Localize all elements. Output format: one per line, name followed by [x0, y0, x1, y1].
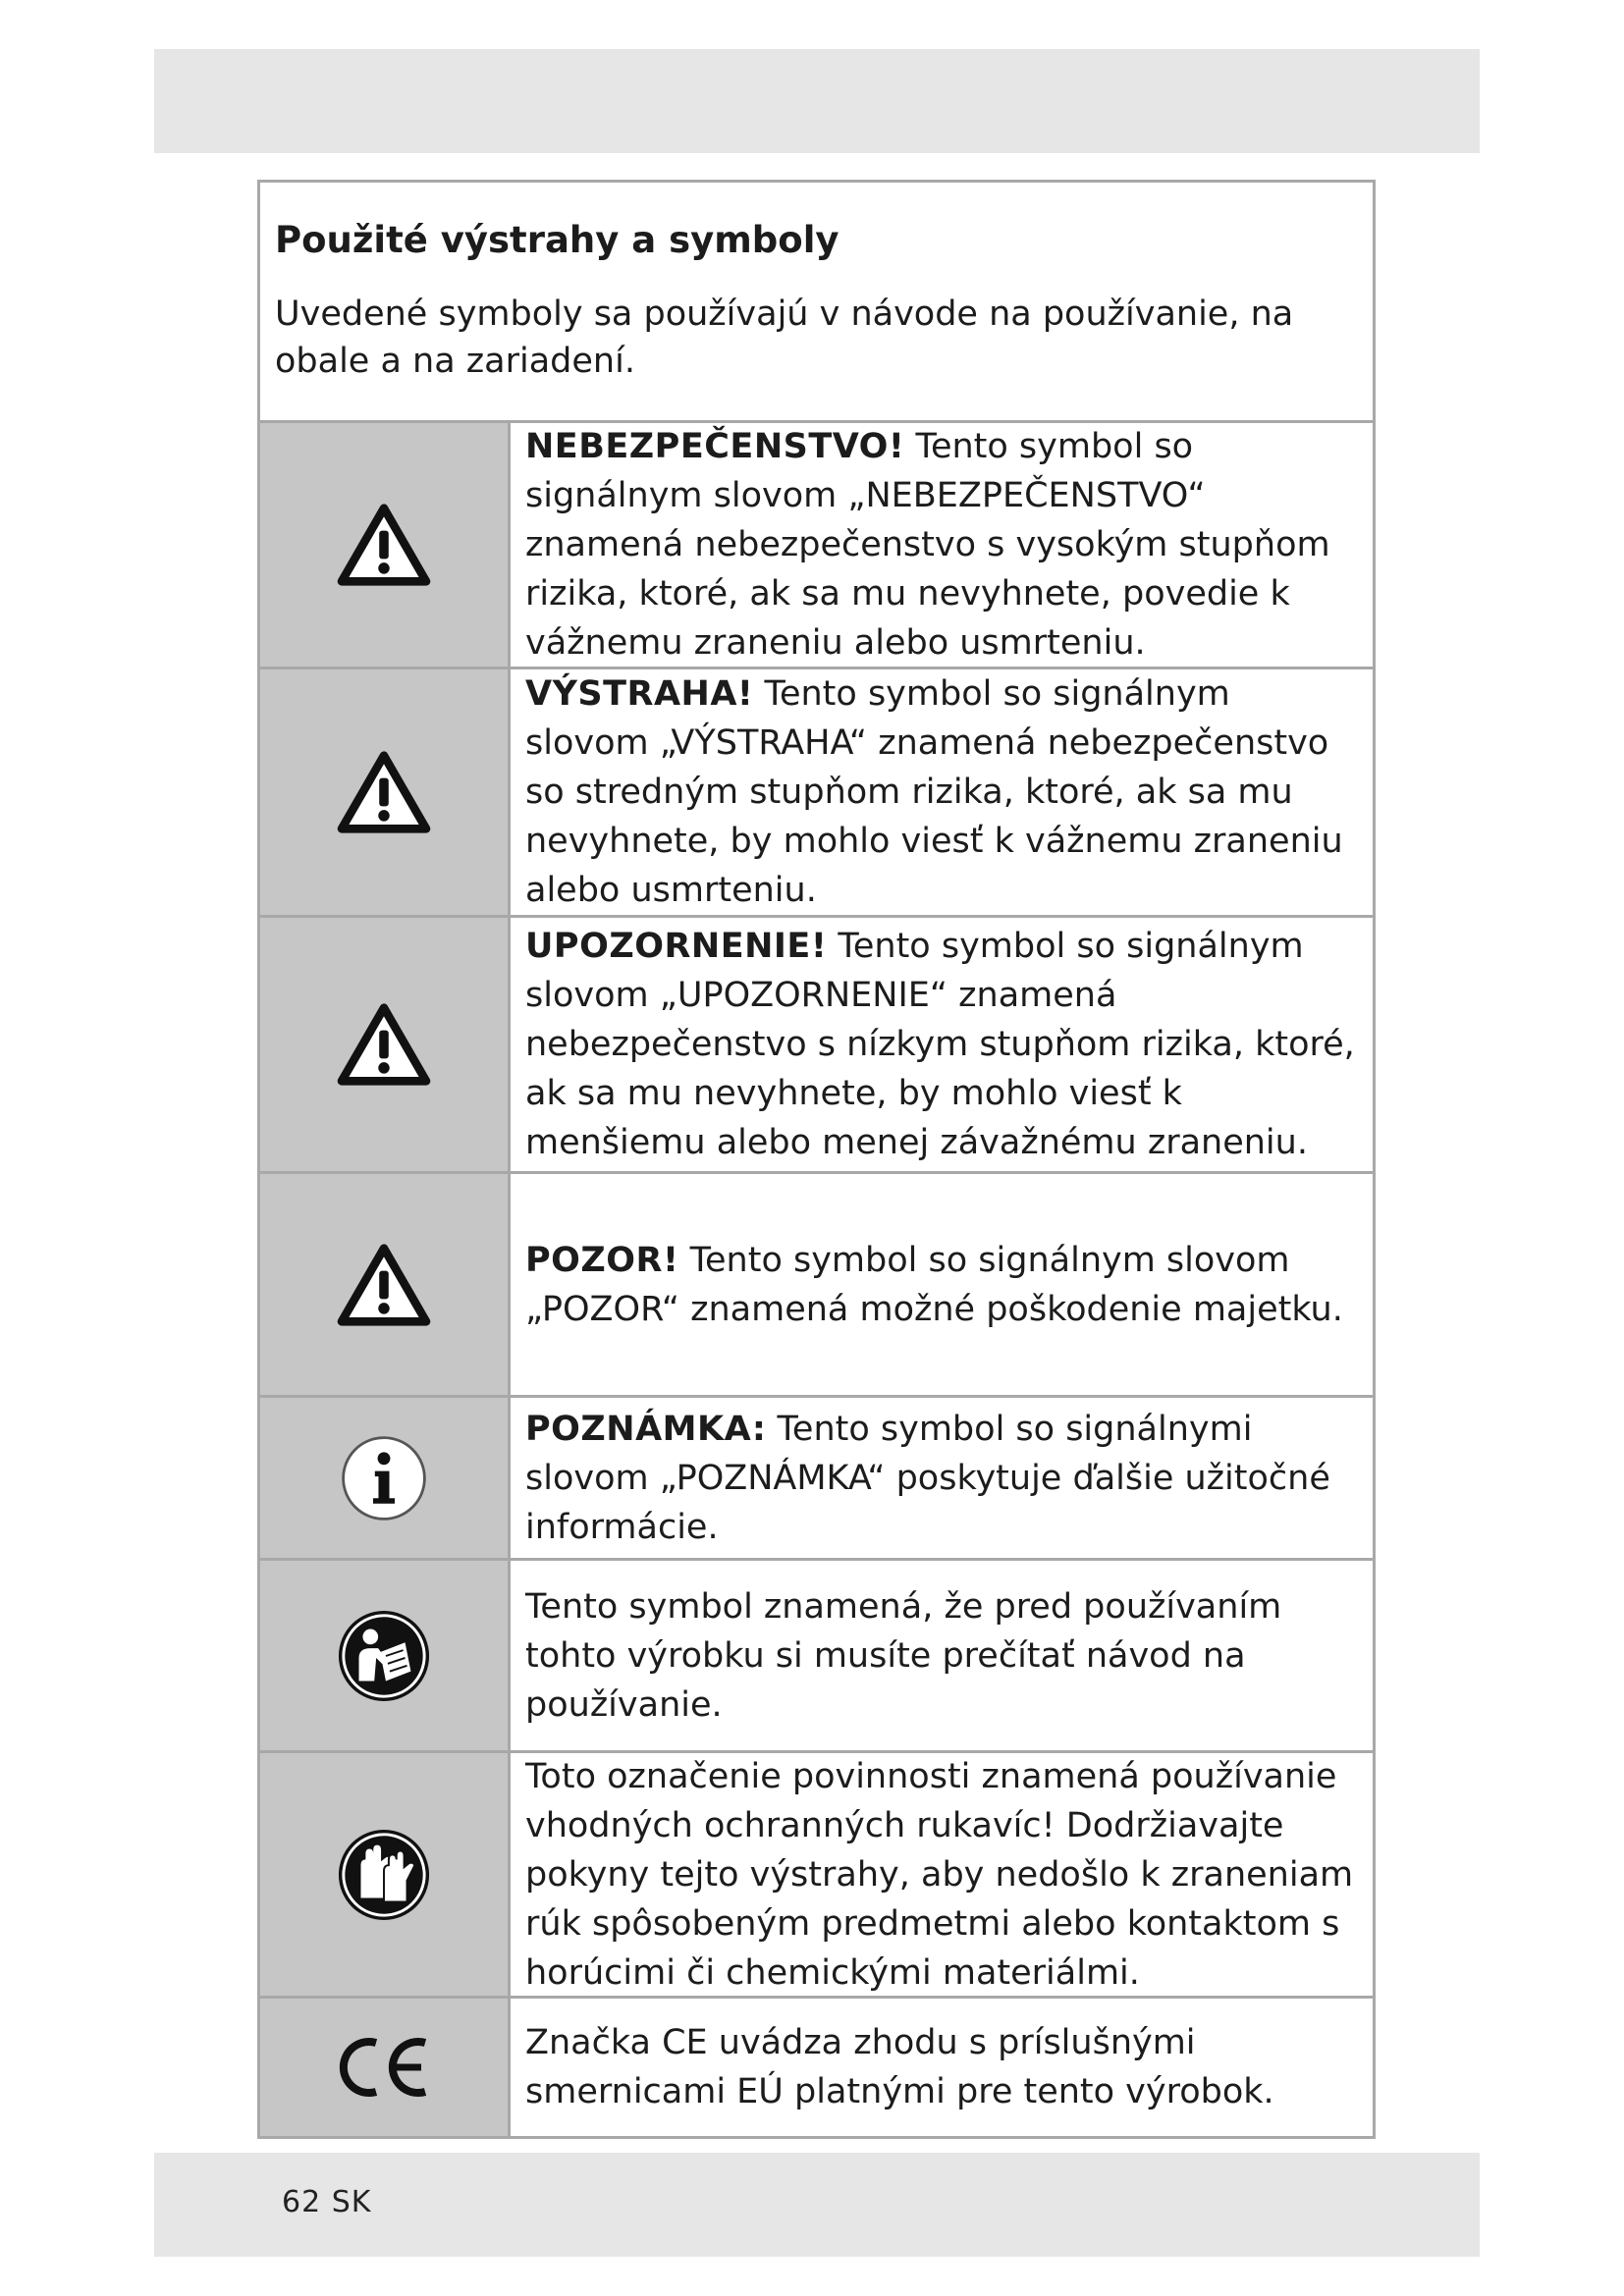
description-cell [525, 423, 1360, 667]
description-cell [525, 1174, 1360, 1395]
symbol-cell [260, 1561, 511, 1750]
symbol-cell [260, 918, 511, 1171]
table-row [260, 918, 1373, 1174]
symbol-cell [260, 669, 511, 915]
info-icon [339, 1433, 429, 1523]
intro-section [260, 183, 1373, 423]
warning-triangle-icon [337, 1243, 431, 1327]
table-row [260, 1753, 1373, 1999]
ce-mark-icon [335, 2033, 433, 2102]
description-text: Tento symbol so signálnym slovom „NEBEZPEČENSTVO“ znamená nebezpečenstvo s vysokým stupňom rizika, ktoré, ak sa mu nevyhnete, povedie k vážnemu zraneniu alebo usmrteniu. [525, 427, 1330, 663]
gloves-icon [336, 1827, 432, 1923]
table-row [260, 423, 1373, 669]
table-row [260, 669, 1373, 918]
description-cell [525, 918, 1360, 1171]
table-row [260, 1999, 1373, 2136]
intro-text: Uvedené symboly sa používajú v návode na používanie, na obale a na zariadení. [275, 294, 1294, 381]
symbol-cell [260, 423, 511, 667]
page-number: 62 SK [282, 2185, 372, 2219]
description-text: Tento symbol znamená, že pred používaním tohto výrobku si musíte prečítať návod na používanie. [525, 1586, 1282, 1725]
description-text: Tento symbol so signálnym slovom „UPOZORNENIE“ znamená nebezpečenstvo s nízkym stupňom rizika, ktoré, ak sa mu nevyhnete, by mohlo viesť k menšiemu alebo menej závažnému zraneniu. [525, 927, 1355, 1162]
description-cell [525, 669, 1360, 915]
description-cell [525, 1561, 1360, 1750]
signal-word: POZOR! [525, 1240, 679, 1280]
table-row [260, 1174, 1373, 1398]
signal-word: NEBEZPEČENSTVO! [525, 427, 905, 466]
symbol-cell [260, 1753, 511, 1996]
signal-word: UPOZORNENIE! [525, 927, 828, 966]
warning-triangle-icon [337, 1002, 431, 1087]
description-cell [525, 1753, 1360, 1996]
symbol-cell [260, 1174, 511, 1395]
description-cell [525, 1398, 1360, 1558]
description-text: Tento symbol so signálnym slovom „POZOR“ znamená možné poškodenie majetku. [525, 1240, 1343, 1329]
description-text: Tento symbol so signálnymi slovom „POZNÁMKA“ poskytuje ďalšie užitočné informácie. [525, 1409, 1330, 1547]
warning-triangle-icon [337, 750, 431, 834]
symbol-cell [260, 1999, 511, 2136]
table-row [260, 1561, 1373, 1753]
description-text: Toto označenie povinnosti znamená používanie vhodných ochranných rukavíc! Dodržiavajte pokyny tejto výstrahy, aby nedošlo k zraneniam rúk spôsobeným predmetmi alebo kontaktom s horúcimi či chemickými materiálmi. [525, 1756, 1354, 1993]
signal-word: POZNÁMKA: [525, 1409, 767, 1449]
symbols-table [257, 180, 1376, 2139]
read-manual-icon [336, 1608, 432, 1704]
description-cell [525, 1999, 1360, 2136]
description-text: Značka CE uvádza zhodu s príslušnými smernicami EÚ platnými pre tento výrobok. [525, 2023, 1274, 2111]
table-row [260, 1398, 1373, 1561]
signal-word: VÝSTRAHA! [525, 674, 754, 714]
section-title: Použité výstrahy a symboly [275, 219, 839, 261]
top-band [154, 49, 1480, 153]
description-text: Tento symbol so signálnym slovom „VÝSTRAHA“ znamená nebezpečenstvo so stredným stupňom rizika, ktoré, ak sa mu nevyhnete, by mohlo viesť k vážnemu zraneniu alebo usmrteniu. [525, 674, 1343, 910]
symbol-cell [260, 1398, 511, 1558]
warning-triangle-icon [337, 503, 431, 587]
